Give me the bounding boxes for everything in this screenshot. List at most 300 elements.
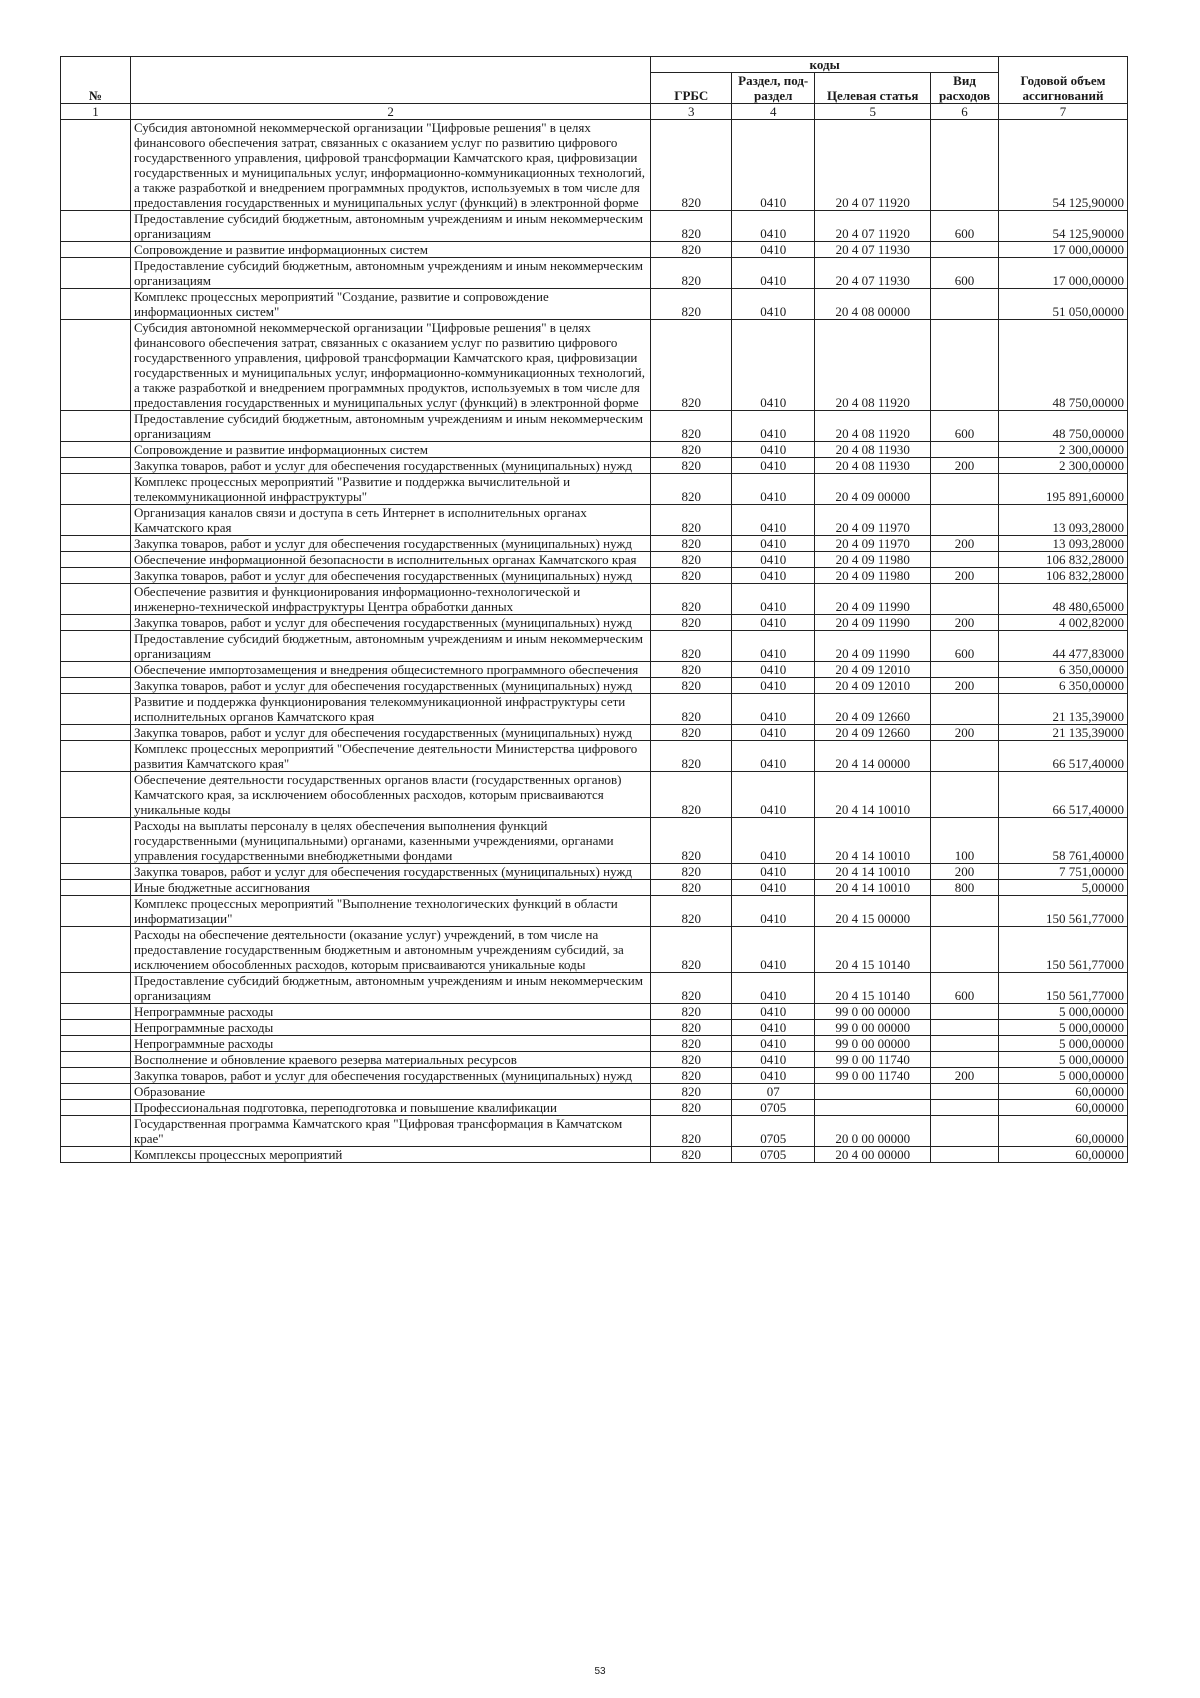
table-row <box>61 458 1128 474</box>
row-grbs: 820 <box>651 725 732 741</box>
row-number <box>61 536 131 552</box>
row-grbs: 820 <box>651 880 732 896</box>
row-expense-type: 600 <box>931 211 999 242</box>
row-name: Непрограммные расходы <box>130 1020 650 1036</box>
row-section: 0410 <box>732 1052 815 1068</box>
row-amount: 54 125,90000 <box>998 120 1127 211</box>
row-expense-type <box>931 662 999 678</box>
table-row <box>61 927 1128 973</box>
row-section: 0410 <box>732 678 815 694</box>
row-number <box>61 568 131 584</box>
row-section: 0410 <box>732 505 815 536</box>
row-grbs: 820 <box>651 1084 732 1100</box>
row-target-article: 20 4 09 12010 <box>815 662 931 678</box>
row-section: 0410 <box>732 584 815 615</box>
row-target-article: 20 4 09 11980 <box>815 568 931 584</box>
row-name: Сопровождение и развитие информационных систем <box>130 442 650 458</box>
row-amount: 44 477,83000 <box>998 631 1127 662</box>
row-name: Закупка товаров, работ и услуг для обеспечения государственных (муниципальных) нужд <box>130 458 650 474</box>
table-row <box>61 474 1128 505</box>
row-section: 0410 <box>732 411 815 442</box>
header-target-article: Целевая статья <box>815 73 931 104</box>
row-amount: 48 480,65000 <box>998 584 1127 615</box>
row-amount: 60,00000 <box>998 1116 1127 1147</box>
row-name: Образование <box>130 1084 650 1100</box>
row-name: Предоставление субсидий бюджетным, автономным учреждениям и иным некоммерческим организациям <box>130 411 650 442</box>
row-section: 0410 <box>732 725 815 741</box>
row-number <box>61 505 131 536</box>
row-name: Обеспечение импортозамещения и внедрения общесистемного программного обеспечения <box>130 662 650 678</box>
row-target-article: 20 4 08 11930 <box>815 442 931 458</box>
row-amount: 13 093,28000 <box>998 536 1127 552</box>
row-amount: 150 561,77000 <box>998 973 1127 1004</box>
row-section: 0410 <box>732 552 815 568</box>
row-expense-type <box>931 1004 999 1020</box>
row-section: 0410 <box>732 1036 815 1052</box>
row-amount: 48 750,00000 <box>998 411 1127 442</box>
row-amount: 17 000,00000 <box>998 258 1127 289</box>
budget-table <box>60 56 1128 1163</box>
row-expense-type <box>931 442 999 458</box>
row-number <box>61 678 131 694</box>
table-row <box>61 1068 1128 1084</box>
header-index-4: 4 <box>732 104 815 120</box>
row-name: Обеспечение деятельности государственных органов власти (государственных органов) Камчатского края, за исключением обособленных расходов, которым присваиваются уникальные коды <box>130 772 650 818</box>
row-grbs: 820 <box>651 1147 732 1163</box>
row-name: Комплекс процессных мероприятий "Выполнение технологических функций в области информатизации" <box>130 896 650 927</box>
row-target-article: 20 4 08 11930 <box>815 458 931 474</box>
header-index-5: 5 <box>815 104 931 120</box>
row-target-article: 99 0 00 00000 <box>815 1020 931 1036</box>
row-target-article: 20 4 14 10010 <box>815 818 931 864</box>
header-number: № <box>61 57 131 104</box>
table-row <box>61 552 1128 568</box>
header-expense-type: Вид расходов <box>931 73 999 104</box>
row-target-article: 20 4 00 00000 <box>815 1147 931 1163</box>
row-amount: 5 000,00000 <box>998 1004 1127 1020</box>
row-section: 0410 <box>732 973 815 1004</box>
row-expense-type: 200 <box>931 568 999 584</box>
row-name: Закупка товаров, работ и услуг для обеспечения государственных (муниципальных) нужд <box>130 864 650 880</box>
row-amount: 5,00000 <box>998 880 1127 896</box>
row-number <box>61 662 131 678</box>
row-section: 0705 <box>732 1116 815 1147</box>
row-expense-type <box>931 1036 999 1052</box>
row-section: 0410 <box>732 1068 815 1084</box>
row-number <box>61 694 131 725</box>
row-amount: 195 891,60000 <box>998 474 1127 505</box>
row-section: 0410 <box>732 536 815 552</box>
row-expense-type <box>931 1147 999 1163</box>
row-amount: 5 000,00000 <box>998 1052 1127 1068</box>
row-target-article: 20 4 08 11920 <box>815 411 931 442</box>
header-index-2: 2 <box>130 104 650 120</box>
row-name: Предоставление субсидий бюджетным, автономным учреждениям и иным некоммерческим организациям <box>130 631 650 662</box>
row-expense-type: 200 <box>931 725 999 741</box>
row-amount: 21 135,39000 <box>998 694 1127 725</box>
row-grbs: 820 <box>651 741 732 772</box>
table-row <box>61 1100 1128 1116</box>
row-grbs: 820 <box>651 678 732 694</box>
row-amount: 66 517,40000 <box>998 772 1127 818</box>
row-target-article: 20 4 08 11920 <box>815 320 931 411</box>
row-number <box>61 818 131 864</box>
row-expense-type: 600 <box>931 411 999 442</box>
row-amount: 48 750,00000 <box>998 320 1127 411</box>
row-target-article: 20 4 09 11970 <box>815 536 931 552</box>
row-section: 07 <box>732 1084 815 1100</box>
row-grbs: 820 <box>651 411 732 442</box>
row-section: 0410 <box>732 694 815 725</box>
row-section: 0410 <box>732 1004 815 1020</box>
row-target-article: 20 4 09 12010 <box>815 678 931 694</box>
row-name: Закупка товаров, работ и услуг для обеспечения государственных (муниципальных) нужд <box>130 536 650 552</box>
row-target-article: 20 4 09 11990 <box>815 631 931 662</box>
table-row <box>61 584 1128 615</box>
row-amount: 60,00000 <box>998 1147 1127 1163</box>
row-section: 0410 <box>732 864 815 880</box>
row-expense-type <box>931 772 999 818</box>
row-expense-type <box>931 896 999 927</box>
row-grbs: 820 <box>651 120 732 211</box>
table-row <box>61 505 1128 536</box>
row-name: Расходы на обеспечение деятельности (оказание услуг) учреждений, в том числе на предоставление государственным бюджетным и автономным учреждениям субсидий, за исключением обособленных расходов, которым присваиваются уникальные коды <box>130 927 650 973</box>
row-grbs: 820 <box>651 536 732 552</box>
row-grbs: 820 <box>651 818 732 864</box>
row-number <box>61 584 131 615</box>
row-name: Обеспечение развития и функционирования информационно-технологической и инженерно-технической инфраструктуры Центра обработки данных <box>130 584 650 615</box>
row-expense-type <box>931 694 999 725</box>
row-number <box>61 258 131 289</box>
row-number <box>61 725 131 741</box>
row-name: Субсидия автономной некоммерческой организации "Цифровые решения" в целях финансового обеспечения затрат, связанных с оказанием услуг по развитию цифрового государственного управления, цифровой трансформации Камчатского края, цифровизации государственных и муниципальных услуг, информационно-коммуникационных технологий, а также разработкой и внедрением программных продуктов, используемых в том числе для предоставления государственных и муниципальных услуг (функций) в электронной форме <box>130 120 650 211</box>
row-grbs: 820 <box>651 772 732 818</box>
row-amount: 7 751,00000 <box>998 864 1127 880</box>
table-row <box>61 896 1128 927</box>
row-grbs: 820 <box>651 474 732 505</box>
row-number <box>61 880 131 896</box>
row-number <box>61 1084 131 1100</box>
row-number <box>61 1004 131 1020</box>
row-grbs: 820 <box>651 973 732 1004</box>
table-row <box>61 536 1128 552</box>
row-section: 0410 <box>732 211 815 242</box>
table-row <box>61 258 1128 289</box>
budget-sheet <box>60 56 1128 1163</box>
row-name: Предоставление субсидий бюджетным, автономным учреждениям и иным некоммерческим организациям <box>130 258 650 289</box>
row-grbs: 820 <box>651 320 732 411</box>
row-number <box>61 242 131 258</box>
row-section: 0410 <box>732 927 815 973</box>
row-amount: 6 350,00000 <box>998 678 1127 694</box>
row-number <box>61 615 131 631</box>
row-target-article: 20 4 09 12660 <box>815 694 931 725</box>
row-target-article: 20 4 09 00000 <box>815 474 931 505</box>
row-name: Непрограммные расходы <box>130 1036 650 1052</box>
row-grbs: 820 <box>651 1052 732 1068</box>
row-target-article: 20 4 07 11930 <box>815 258 931 289</box>
row-target-article: 20 4 14 10010 <box>815 772 931 818</box>
table-row <box>61 1116 1128 1147</box>
header-index-7: 7 <box>998 104 1127 120</box>
row-expense-type: 800 <box>931 880 999 896</box>
row-name: Комплекс процессных мероприятий "Обеспечение деятельности Министерства цифрового развития Камчатского края" <box>130 741 650 772</box>
row-section: 0410 <box>732 896 815 927</box>
row-grbs: 820 <box>651 289 732 320</box>
row-grbs: 820 <box>651 211 732 242</box>
table-row <box>61 973 1128 1004</box>
row-name: Организация каналов связи и доступа в сеть Интернет в исполнительных органах Камчатского края <box>130 505 650 536</box>
row-target-article: 20 4 14 10010 <box>815 880 931 896</box>
row-grbs: 820 <box>651 631 732 662</box>
row-expense-type <box>931 320 999 411</box>
table-row <box>61 818 1128 864</box>
row-grbs: 820 <box>651 1116 732 1147</box>
row-target-article: 20 4 15 10140 <box>815 927 931 973</box>
row-expense-type: 100 <box>931 818 999 864</box>
row-number <box>61 1147 131 1163</box>
row-amount: 17 000,00000 <box>998 242 1127 258</box>
row-section: 0410 <box>732 818 815 864</box>
row-section: 0410 <box>732 120 815 211</box>
row-number <box>61 289 131 320</box>
row-grbs: 820 <box>651 864 732 880</box>
row-number <box>61 411 131 442</box>
row-target-article: 20 4 09 11990 <box>815 584 931 615</box>
row-number <box>61 211 131 242</box>
row-name: Закупка товаров, работ и услуг для обеспечения государственных (муниципальных) нужд <box>130 568 650 584</box>
table-row <box>61 442 1128 458</box>
table-row <box>61 1052 1128 1068</box>
row-grbs: 820 <box>651 242 732 258</box>
row-grbs: 820 <box>651 1020 732 1036</box>
row-expense-type: 200 <box>931 458 999 474</box>
row-number <box>61 442 131 458</box>
row-name: Субсидия автономной некоммерческой организации "Цифровые решения" в целях финансового обеспечения затрат, связанных с оказанием услуг по развитию цифрового государственного управления, цифровой трансформации Камчатского края, цифровизации государственных и муниципальных услуг, информационно-коммуникационных технологий, а также разработкой и внедрением программных продуктов, используемых в том числе для предоставления государственных и муниципальных услуг (функций) в электронной форме <box>130 320 650 411</box>
row-grbs: 820 <box>651 505 732 536</box>
header-section: Раздел, под-раздел <box>732 73 815 104</box>
row-grbs: 820 <box>651 896 732 927</box>
row-expense-type: 200 <box>931 678 999 694</box>
table-row <box>61 1036 1128 1052</box>
row-expense-type <box>931 927 999 973</box>
row-expense-type <box>931 741 999 772</box>
row-target-article: 99 0 00 11740 <box>815 1052 931 1068</box>
row-section: 0410 <box>732 442 815 458</box>
row-name: Предоставление субсидий бюджетным, автономным учреждениям и иным некоммерческим организациям <box>130 973 650 1004</box>
row-grbs: 820 <box>651 584 732 615</box>
row-number <box>61 772 131 818</box>
row-target-article: 20 4 14 10010 <box>815 864 931 880</box>
row-number <box>61 973 131 1004</box>
row-section: 0705 <box>732 1100 815 1116</box>
row-target-article: 20 4 08 00000 <box>815 289 931 320</box>
table-row <box>61 1147 1128 1163</box>
row-section: 0410 <box>732 741 815 772</box>
row-expense-type <box>931 552 999 568</box>
row-expense-type: 200 <box>931 1068 999 1084</box>
row-number <box>61 120 131 211</box>
table-row <box>61 678 1128 694</box>
row-amount: 58 761,40000 <box>998 818 1127 864</box>
row-name: Расходы на выплаты персоналу в целях обеспечения выполнения функций государственными (муниципальными) органами, казенными учреждениями, органами управления государственными внебюджетными фондами <box>130 818 650 864</box>
table-row <box>61 289 1128 320</box>
row-grbs: 820 <box>651 1068 732 1084</box>
row-number <box>61 896 131 927</box>
row-section: 0410 <box>732 242 815 258</box>
row-expense-type <box>931 1084 999 1100</box>
row-name: Восполнение и обновление краевого резерва материальных ресурсов <box>130 1052 650 1068</box>
row-number <box>61 864 131 880</box>
table-row <box>61 1020 1128 1036</box>
table-row <box>61 725 1128 741</box>
row-section: 0410 <box>732 458 815 474</box>
table-row <box>61 880 1128 896</box>
header-index-6: 6 <box>931 104 999 120</box>
row-grbs: 820 <box>651 552 732 568</box>
table-row <box>61 411 1128 442</box>
row-name: Закупка товаров, работ и услуг для обеспечения государственных (муниципальных) нужд <box>130 678 650 694</box>
table-row <box>61 1084 1128 1100</box>
row-name: Комплексы процессных мероприятий <box>130 1147 650 1163</box>
row-expense-type <box>931 1100 999 1116</box>
row-name: Иные бюджетные ассигнования <box>130 880 650 896</box>
row-amount: 6 350,00000 <box>998 662 1127 678</box>
table-row <box>61 631 1128 662</box>
row-grbs: 820 <box>651 442 732 458</box>
row-expense-type <box>931 289 999 320</box>
row-expense-type <box>931 584 999 615</box>
row-section: 0410 <box>732 568 815 584</box>
row-grbs: 820 <box>651 662 732 678</box>
header-index-1: 1 <box>61 104 131 120</box>
row-section: 0705 <box>732 1147 815 1163</box>
table-row <box>61 772 1128 818</box>
row-grbs: 820 <box>651 1100 732 1116</box>
row-name: Сопровождение и развитие информационных систем <box>130 242 650 258</box>
header-annual-volume: Годовой объем ассигнований <box>998 57 1127 104</box>
table-row <box>61 1004 1128 1020</box>
row-section: 0410 <box>732 289 815 320</box>
row-target-article: 20 4 07 11920 <box>815 120 931 211</box>
row-name: Комплекс процессных мероприятий "Развитие и поддержка вычислительной и телекоммуникационной инфраструктуры" <box>130 474 650 505</box>
table-row <box>61 615 1128 631</box>
row-number <box>61 1100 131 1116</box>
row-amount: 5 000,00000 <box>998 1068 1127 1084</box>
row-amount: 4 002,82000 <box>998 615 1127 631</box>
row-target-article <box>815 1084 931 1100</box>
row-number <box>61 631 131 662</box>
row-expense-type: 200 <box>931 536 999 552</box>
table-row <box>61 242 1128 258</box>
row-amount: 106 832,28000 <box>998 552 1127 568</box>
row-target-article: 99 0 00 00000 <box>815 1004 931 1020</box>
row-expense-type <box>931 120 999 211</box>
row-number <box>61 1052 131 1068</box>
row-amount: 5 000,00000 <box>998 1020 1127 1036</box>
row-amount: 60,00000 <box>998 1084 1127 1100</box>
row-section: 0410 <box>732 1020 815 1036</box>
row-amount: 13 093,28000 <box>998 505 1127 536</box>
row-name: Развитие и поддержка функционирования телекоммуникационной инфраструктуры сети исполнительных органов Камчатского края <box>130 694 650 725</box>
header-index-3: 3 <box>651 104 732 120</box>
row-amount: 54 125,90000 <box>998 211 1127 242</box>
row-amount: 2 300,00000 <box>998 442 1127 458</box>
row-name: Комплекс процессных мероприятий "Создание, развитие и сопровождение информационных систем" <box>130 289 650 320</box>
row-name: Предоставление субсидий бюджетным, автономным учреждениям и иным некоммерческим организациям <box>130 211 650 242</box>
row-target-article: 20 4 07 11920 <box>815 211 931 242</box>
row-section: 0410 <box>732 615 815 631</box>
row-expense-type <box>931 1116 999 1147</box>
header-codes: коды <box>651 57 999 73</box>
row-section: 0410 <box>732 258 815 289</box>
row-name: Закупка товаров, работ и услуг для обеспечения государственных (муниципальных) нужд <box>130 615 650 631</box>
header-name <box>130 57 650 104</box>
row-amount: 5 000,00000 <box>998 1036 1127 1052</box>
row-section: 0410 <box>732 474 815 505</box>
row-grbs: 820 <box>651 694 732 725</box>
row-number <box>61 458 131 474</box>
table-row <box>61 694 1128 725</box>
row-target-article: 20 4 09 11970 <box>815 505 931 536</box>
row-name: Закупка товаров, работ и услуг для обеспечения государственных (муниципальных) нужд <box>130 725 650 741</box>
row-target-article: 20 4 14 00000 <box>815 741 931 772</box>
row-expense-type: 600 <box>931 973 999 1004</box>
row-target-article: 99 0 00 11740 <box>815 1068 931 1084</box>
row-expense-type <box>931 1052 999 1068</box>
row-target-article: 20 4 15 10140 <box>815 973 931 1004</box>
row-expense-type: 600 <box>931 258 999 289</box>
row-name: Обеспечение информационной безопасности в исполнительных органах Камчатского края <box>130 552 650 568</box>
row-expense-type <box>931 505 999 536</box>
row-expense-type: 200 <box>931 864 999 880</box>
row-number <box>61 1116 131 1147</box>
row-amount: 106 832,28000 <box>998 568 1127 584</box>
row-expense-type <box>931 474 999 505</box>
row-grbs: 820 <box>651 258 732 289</box>
row-grbs: 820 <box>651 1004 732 1020</box>
row-expense-type <box>931 242 999 258</box>
row-section: 0410 <box>732 662 815 678</box>
row-grbs: 820 <box>651 615 732 631</box>
row-number <box>61 927 131 973</box>
row-number <box>61 474 131 505</box>
row-number <box>61 1068 131 1084</box>
row-number <box>61 741 131 772</box>
row-section: 0410 <box>732 772 815 818</box>
row-amount: 51 050,00000 <box>998 289 1127 320</box>
row-number <box>61 1036 131 1052</box>
row-amount: 2 300,00000 <box>998 458 1127 474</box>
row-name: Профессиональная подготовка, переподготовка и повышение квалификации <box>130 1100 650 1116</box>
row-target-article <box>815 1100 931 1116</box>
row-name: Непрограммные расходы <box>130 1004 650 1020</box>
row-amount: 60,00000 <box>998 1100 1127 1116</box>
row-target-article: 20 4 07 11930 <box>815 242 931 258</box>
row-amount: 150 561,77000 <box>998 927 1127 973</box>
row-expense-type: 200 <box>931 615 999 631</box>
row-target-article: 20 0 00 00000 <box>815 1116 931 1147</box>
table-row <box>61 211 1128 242</box>
row-grbs: 820 <box>651 1036 732 1052</box>
row-target-article: 20 4 15 00000 <box>815 896 931 927</box>
table-row <box>61 320 1128 411</box>
row-target-article: 20 4 09 11990 <box>815 615 931 631</box>
row-target-article: 99 0 00 00000 <box>815 1036 931 1052</box>
row-expense-type: 600 <box>931 631 999 662</box>
page-number: 53 <box>594 1666 606 1677</box>
row-section: 0410 <box>732 880 815 896</box>
